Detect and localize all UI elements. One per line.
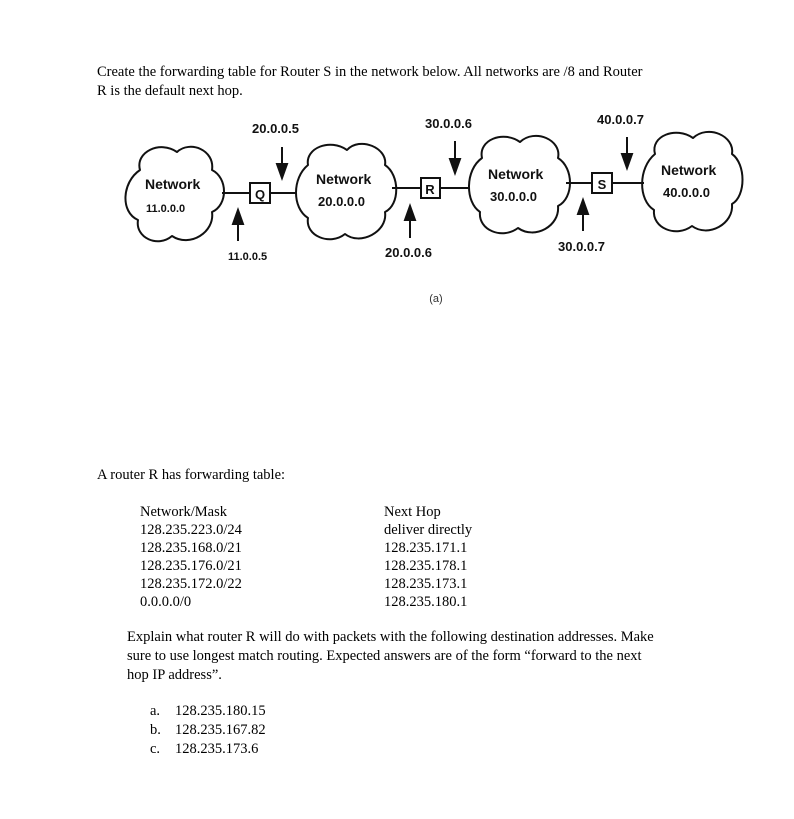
- table-cell-hop: 128.235.171.1: [384, 540, 468, 556]
- ip-label-30-0-0-7: 30.0.0.7: [558, 239, 605, 254]
- cloud-network-30: [469, 136, 570, 233]
- list-marker: b.: [150, 722, 161, 738]
- router-q-label: Q: [254, 187, 266, 202]
- ip-label-20-0-0-5: 20.0.0.5: [252, 121, 299, 136]
- table-cell-net: 128.235.176.0/21: [140, 558, 242, 574]
- list-item: [150, 721, 266, 740]
- list-address: 128.235.173.6: [175, 741, 259, 757]
- router-s-label: S: [597, 177, 607, 192]
- arrow-30-0-0-7: [578, 200, 588, 214]
- net40-addr: 40.0.0.0: [663, 185, 710, 200]
- list-address: 128.235.167.82: [175, 722, 266, 738]
- list-marker: c.: [150, 741, 161, 757]
- diagram-caption: (a): [429, 293, 443, 305]
- table-cell-hop: 128.235.180.1: [384, 594, 468, 610]
- ip-label-40-0-0-7: 40.0.0.7: [597, 112, 644, 127]
- table-cell-net: 0.0.0.0/0: [140, 594, 192, 610]
- address-list: [150, 702, 266, 759]
- arrow-40-0-0-7: [622, 154, 632, 168]
- net11-addr: 11.0.0.0: [146, 203, 186, 215]
- cloud-network-40: [642, 132, 742, 231]
- list-item: [150, 702, 266, 721]
- arrow-11-0-0-5: [233, 210, 243, 224]
- table-header-network: Network/Mask: [140, 504, 227, 520]
- table-header-nexthop: Next Hop: [384, 504, 441, 520]
- explain-line-1: Explain what router R will do with packets with the following destination addresses. Make: [127, 629, 654, 645]
- arrow-20-0-0-6: [405, 206, 415, 220]
- table-cell-hop: 128.235.173.1: [384, 576, 468, 592]
- list-item: [150, 740, 266, 759]
- network-diagram: [0, 0, 794, 320]
- intro-line-1: Create the forwarding table for Router S in the network below. All networks are /8 and Router: [97, 64, 643, 80]
- list-address: 128.235.180.15: [175, 703, 266, 719]
- ip-label-11-0-0-5: 11.0.0.5: [228, 251, 268, 263]
- table-col-nexthop: [384, 503, 472, 611]
- explain-line-2: sure to use longest match routing. Expected answers are of the form “forward to the next: [127, 648, 642, 664]
- arrow-20-0-0-5: [277, 164, 287, 178]
- net20-title: Network: [316, 171, 372, 187]
- table-intro: A router R has forwarding table:: [97, 467, 286, 483]
- table-col-network: [140, 503, 242, 611]
- cloud-network-11: [125, 147, 224, 241]
- explain-line-3: hop IP address”.: [127, 667, 222, 683]
- router-r-label: R: [425, 182, 435, 197]
- net20-addr: 20.0.0.0: [318, 194, 365, 209]
- ip-label-20-0-0-6: 20.0.0.6: [385, 245, 432, 260]
- table-cell-net: 128.235.223.0/24: [140, 522, 242, 538]
- net30-title: Network: [488, 166, 544, 182]
- ip-label-30-0-0-6: 30.0.0.6: [425, 116, 472, 131]
- table-cell-hop: deliver directly: [384, 522, 473, 538]
- table-cell-net: 128.235.172.0/22: [140, 576, 242, 592]
- arrow-30-0-0-6: [450, 159, 460, 173]
- table-cell-hop: 128.235.178.1: [384, 558, 468, 574]
- net30-addr: 30.0.0.0: [490, 189, 537, 204]
- cloud-network-20: [296, 144, 396, 239]
- net11-title: Network: [145, 176, 201, 192]
- intro-line-2: R is the default next hop.: [97, 83, 243, 99]
- list-marker: a.: [150, 703, 161, 719]
- net40-title: Network: [661, 162, 717, 178]
- table-cell-net: 128.235.168.0/21: [140, 540, 242, 556]
